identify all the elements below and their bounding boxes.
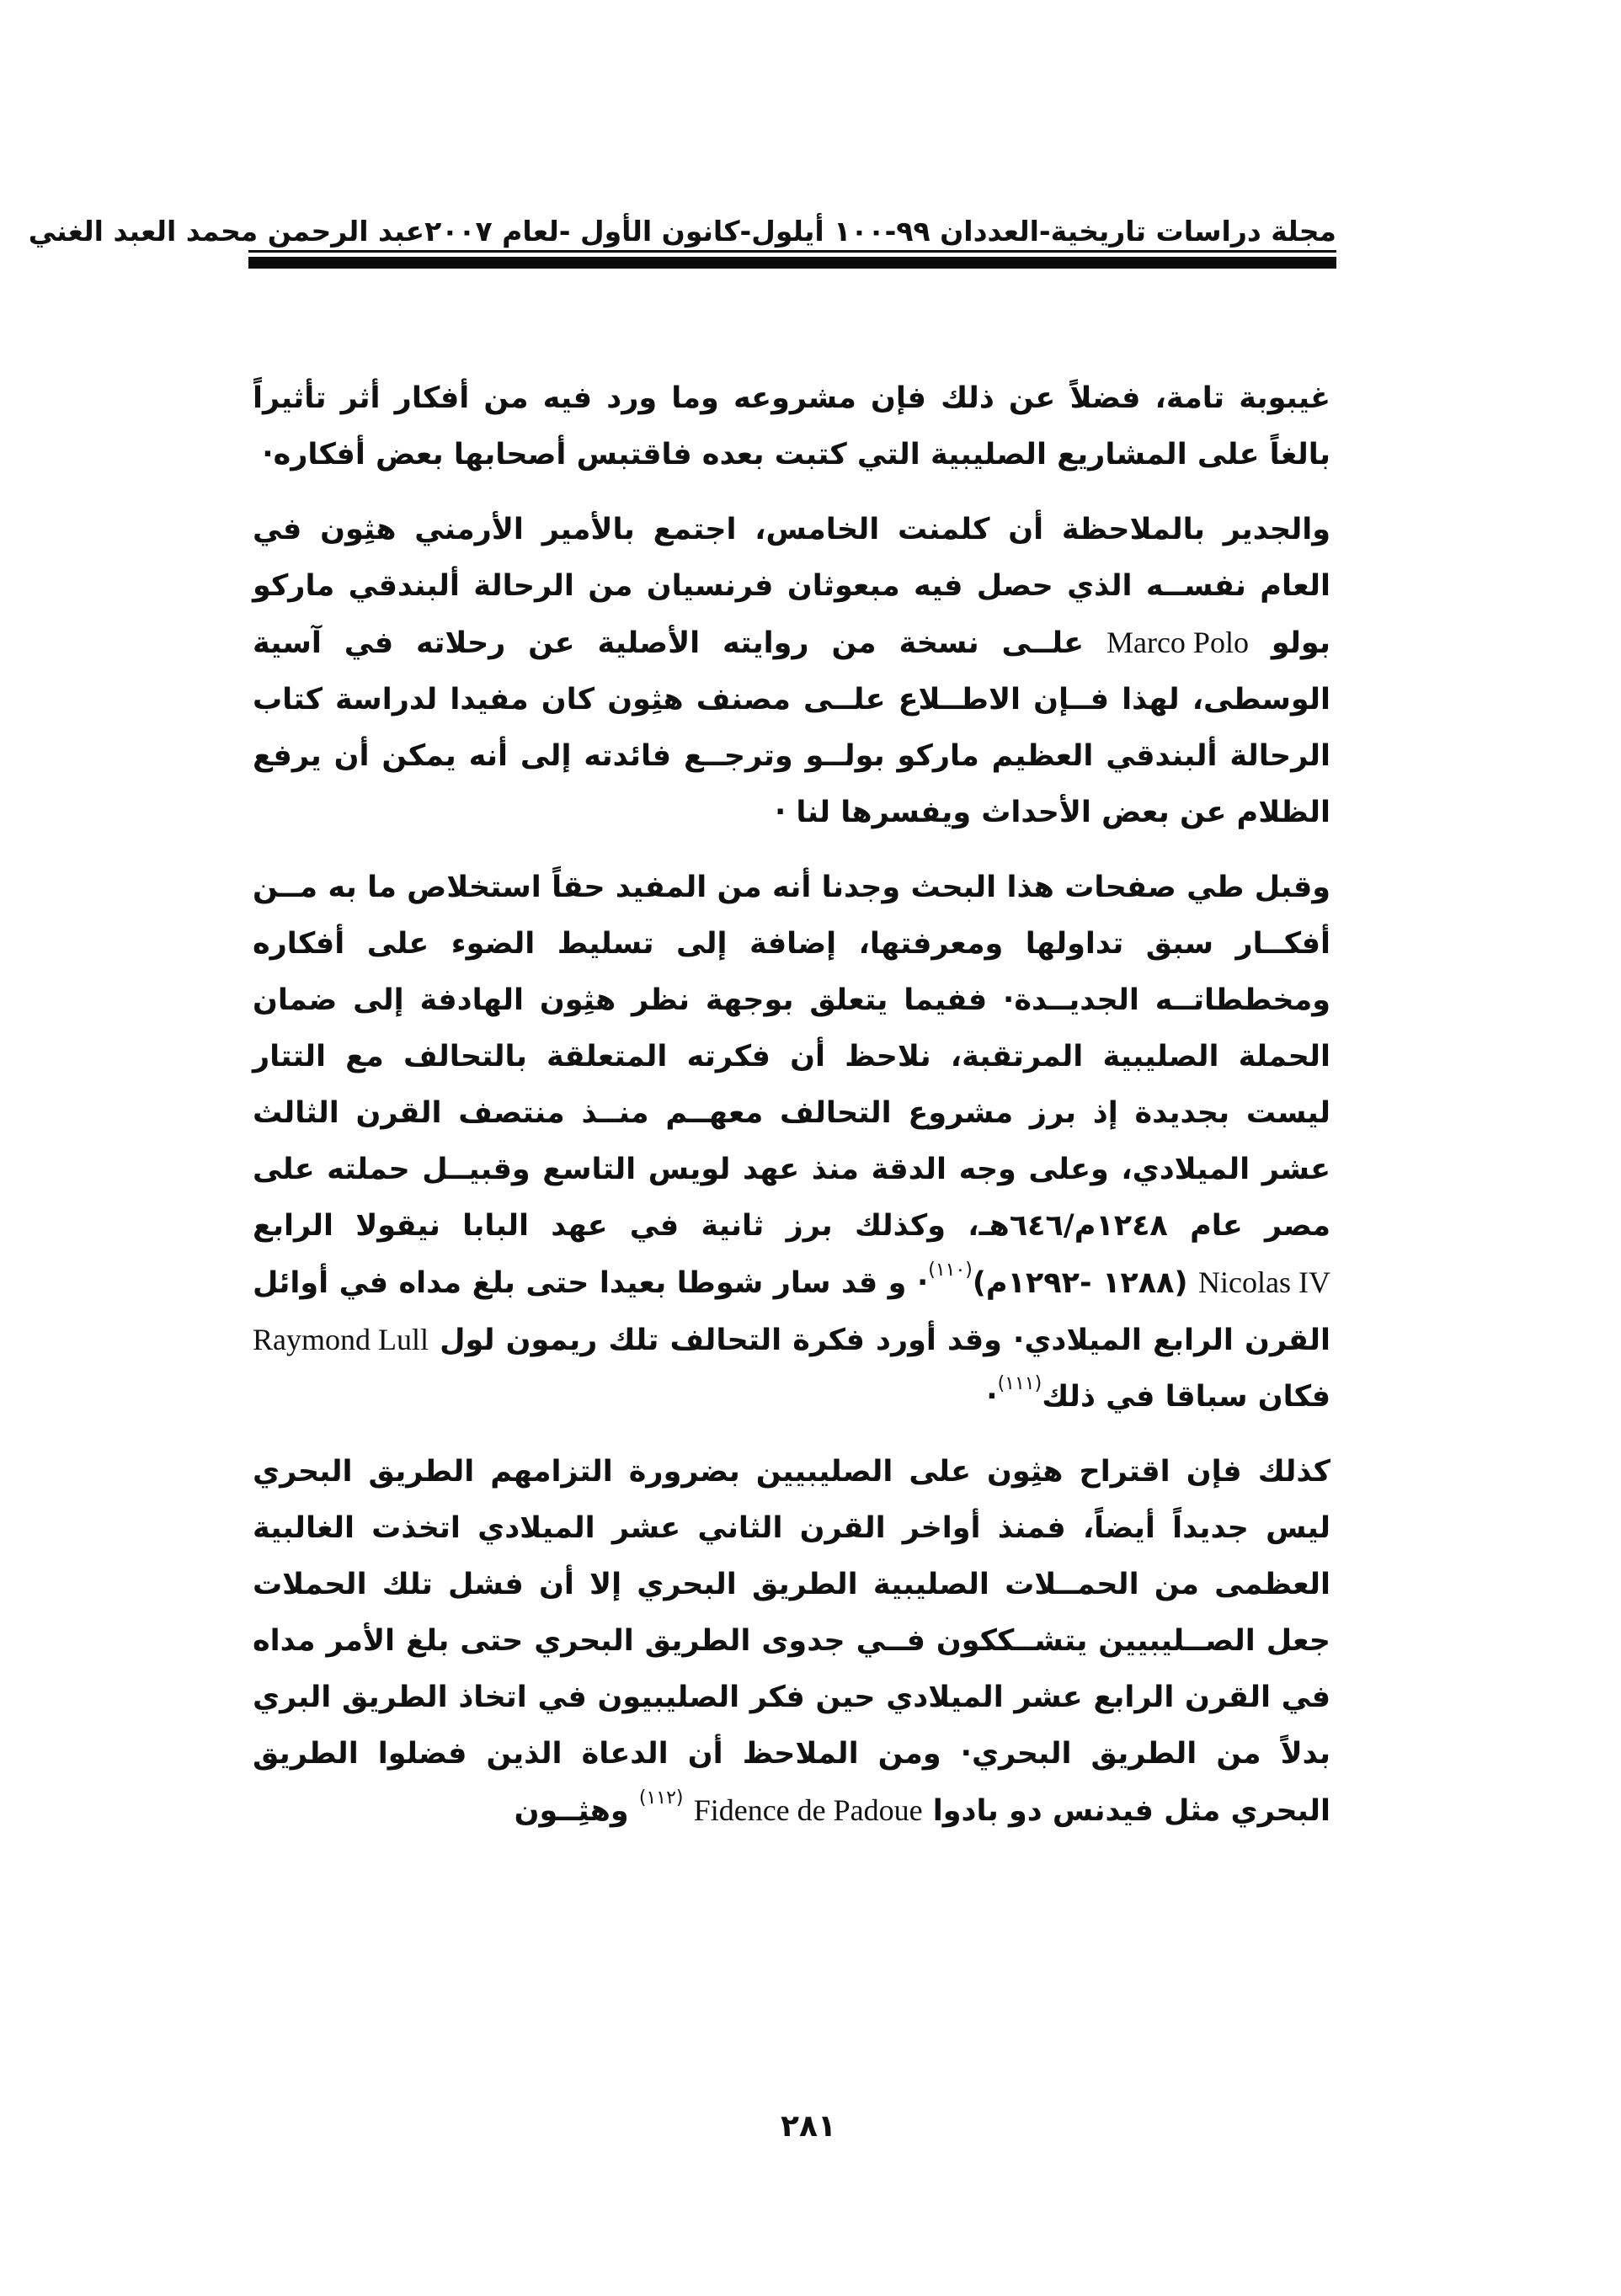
running-header [28,205,1336,248]
text-run: (١٢٨٨ -١٢٩٢م) [972,1266,1199,1300]
paragraph-2 [253,502,1330,841]
header-rule-thin [248,250,1336,253]
text-run: وهثِــون [514,1794,639,1828]
paragraph-4 [253,1444,1330,1840]
latin-name-fidence-de-padoue: Fidence de Padoue [693,1793,923,1827]
paragraph-3 [253,860,1330,1425]
page-number: ٢٨١ [781,2109,836,2144]
text-run: غيبوبة تامة، فضلاً عن ذلك فإن مشروعه وما ورد فيه من أفكار أثر تأثيراً بالغاً على المشاريع الصليبية التي كتبت بعده فاقتبس أصحابها بعض أفكاره· [253,381,1330,471]
text-run: فكان سباقا في ذلك [1042,1380,1330,1414]
text-run [684,1794,694,1828]
author-name: عبد الرحمن محمد العبد الغني [28,215,425,248]
footnote-ref-111: (١١١) [997,1373,1042,1394]
text-run: · [986,1380,998,1414]
text-run: كذلك فإن اقتراح هثِون على الصليبيين بضرورة التزامهم الطريق البحري ليس جديداً أيضاً، فمنذ أواخر القرن الثاني عشر الميلادي اتخذت الغالبية العظمى من الحمــلات الصليبية الطريق البحري إلا أن فشل تلك الحملات جعل الصــليبيين يتشــككون فــي جدوى الطريق البحري حتى بلغ الأمر مداه في القرن الرابع عشر الميلادي حين فكر الصليبيون في اتخاذ الطريق البري بدلاً من الطريق البحري· ومن الملاحظ أن الدعاة الذين فضلوا الطريق البحري مثل فيدنس دو بادوا [253,1455,1330,1828]
paragraph-1 [253,370,1330,483]
journal-title: مجلة دراسات تاريخية-العددان ٩٩-١٠٠ أيلول-كانون الأول -لعام ٢٠٠٧ [424,215,1336,248]
latin-name-raymond-lull: Raymond Lull [253,1323,429,1356]
text-run: وقبل طي صفحات هذا البحث وجدنا أنه من المفيد حقاً استخلاص ما به مــن أفكــار سبق تداولها ومعرفتها، إضافة إلى تسليط الضوء على أفكاره ومخططاتــه الجديــدة· ففيما يتعلق بوجهة نظر هثِون الهادفة إلى ضمان الحملة الصليبية المرتقبة، نلاحظ أن فكرته المتعلقة بالتحالف مع التتار ليست بجديدة إذ برز مشروع التحالف معهــم منــذ منتصف القرن الثالث عشر الميلادي، وعلى وجه الدقة منذ عهد لويس التاسع وقبيــل حملته على مصر عام ١٢٤٨م/٦٤٦هـ، وكذلك برز ثانية في عهد البابا نيقولا الرابع [253,871,1330,1243]
footnote-ref-110: (١١٠) [928,1260,973,1281]
text-run: علــى نسخة من روايته الأصلية عن رحلاته في آسية الوسطى، لهذا فــإن الاطــلاع علــى مصنف هثِون كان مفيدا لدراسة كتاب الرحالة ألبندقي العظيم ماركو بولــو وترجــع فائدته إلى أنه يمكن أن يرفع الظلام عن بعض الأحداث ويفسرها لنا · [253,626,1330,829]
latin-name-nicolas-iv: Nicolas IV [1198,1265,1331,1299]
text-run: والجدير بالملاحظة أن كلمنت الخامس، اجتمع بالأمير الأرمني هثِون في العام نفســه الذي حصل فيه مبعوثان فرنسيان من الرحالة ألبندقي ماركو بولو [253,513,1330,660]
footnote-ref-112: (١١٢) [638,1787,684,1809]
latin-name-marco-polo: Marco Polo [1106,626,1249,659]
text-run: · و قد سار شوطا بعيدا حتى بلغ مداه في أوائل القرن الرابع الميلادي· وقد أورد فكرة التحالف تلك ريمون لول [253,1266,1330,1357]
body-text [253,370,1330,1858]
header-rule-thick [248,257,1336,269]
